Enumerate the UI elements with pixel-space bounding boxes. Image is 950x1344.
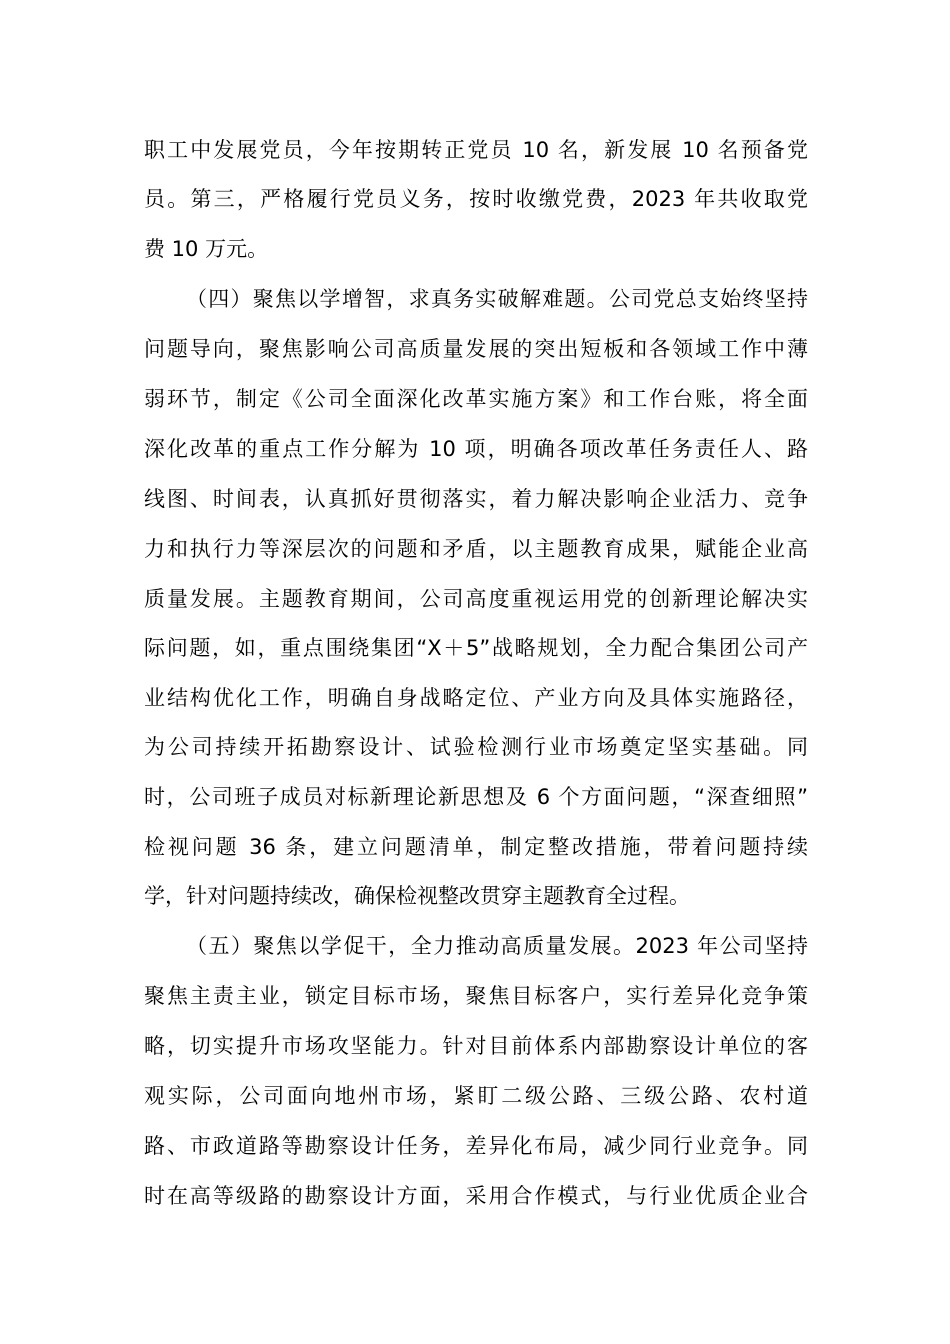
text-line: 观实际，公司面向地州市场，紧盯二级公路、三级公路、农村道 bbox=[144, 1084, 808, 1108]
text-line: 际问题，如，重点围绕集团“X＋5”战略规划，全力配合集团公司产 bbox=[144, 636, 808, 660]
paragraph-heading-line: （四）聚焦以学增智，求真务实破解难题。公司党总支始终坚持 bbox=[186, 287, 808, 311]
text-line: 略，切实提升市场攻坚能力。针对目前体系内部勘察设计单位的客 bbox=[144, 1034, 808, 1058]
text-line: 为公司持续开拓勘察设计、试验检测行业市场奠定坚实基础。同 bbox=[144, 735, 808, 759]
text-line: 检视问题 36 条，建立问题清单，制定整改措施，带着问题持续 bbox=[144, 835, 808, 859]
text-line: 员。第三，严格履行党员义务，按时收缴党费，2023 年共收取党 bbox=[144, 187, 808, 211]
text-line: 时，公司班子成员对标新理论新思想及 6 个方面问题，“深查细照” bbox=[144, 785, 808, 809]
text-line: 深化改革的重点工作分解为 10 项，明确各项改革任务责任人、路 bbox=[144, 437, 808, 461]
text-line: 费 10 万元。 bbox=[144, 237, 269, 261]
paragraph-heading-line: （五）聚焦以学促干，全力推动高质量发展。2023 年公司坚持 bbox=[186, 934, 808, 958]
text-line: 问题导向，聚焦影响公司高质量发展的突出短板和各领域工作中薄 bbox=[144, 337, 808, 361]
text-line: 聚焦主责主业，锁定目标市场，聚焦目标客户，实行差异化竞争策 bbox=[144, 984, 808, 1008]
text-line: 路、市政道路等勘察设计任务，差异化布局，减少同行业竞争。同 bbox=[144, 1134, 808, 1158]
text-line: 职工中发展党员，今年按期转正党员 10 名，新发展 10 名预备党 bbox=[144, 138, 808, 162]
text-line: 时在高等级路的勘察设计方面，采用合作模式，与行业优质企业合 bbox=[144, 1184, 808, 1208]
text-line: 力和执行力等深层次的问题和矛盾，以主题教育成果，赋能企业高 bbox=[144, 537, 808, 561]
text-line: 业结构优化工作，明确自身战略定位、产业方向及具体实施路径， bbox=[144, 686, 808, 710]
text-line: 线图、时间表，认真抓好贯彻落实，着力解决影响企业活力、竞争 bbox=[144, 487, 808, 511]
text-line: 弱环节，制定《公司全面深化改革实施方案》和工作台账，将全面 bbox=[144, 387, 808, 411]
text-line: 学，针对问题持续改，确保检视整改贯穿主题教育全过程。 bbox=[144, 884, 690, 908]
text-line: 质量发展。主题教育期间，公司高度重视运用党的创新理论解决实 bbox=[144, 587, 808, 611]
